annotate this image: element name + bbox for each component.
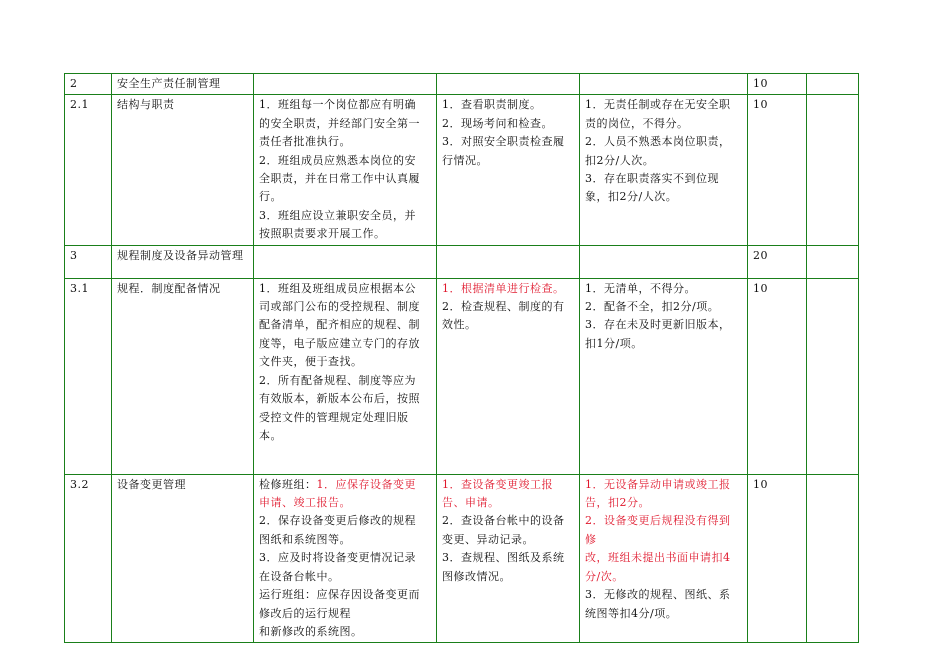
- text-line: 全职责，并在日常工作中认真履: [259, 172, 420, 186]
- actual-score-cell: [807, 278, 859, 474]
- text-line: 变更、异动记录。: [442, 532, 534, 546]
- text-line: 申请、竣工报告。: [259, 496, 351, 510]
- text-line: 司或部门公布的受控规程、制度: [259, 300, 420, 314]
- text-line: 1．无责任制或存在无安全职: [585, 98, 731, 112]
- text-line: 2．所有配备规程、制度等应为: [259, 373, 416, 387]
- requirement-cell: [254, 278, 437, 474]
- item-number-cell: 3.1: [65, 278, 112, 474]
- text-line: 象，扣2分/人次。: [585, 190, 678, 204]
- requirement-cell: [254, 95, 437, 245]
- scoring-criteria-cell: [580, 474, 748, 643]
- text-line: 扣1分/项。: [585, 336, 643, 350]
- text-line: 2．保存设备变更后修改的规程: [259, 514, 416, 528]
- item-name-cell: 规程制度及设备异动管理: [112, 245, 254, 278]
- standard-score-cell: 10: [748, 74, 807, 95]
- text-line: 2．检查规程、制度的有: [442, 300, 565, 314]
- text-line: 效性。: [442, 318, 477, 332]
- text-line: 修: [585, 532, 597, 546]
- check-method-cell: [437, 95, 580, 245]
- text-line: 运行班组：应保存因设备变更而: [259, 588, 420, 602]
- actual-score-cell: [807, 95, 859, 245]
- actual-score-cell: [807, 474, 859, 643]
- text-line: 图修改情况。: [442, 569, 511, 583]
- text-line: 1．无清单，不得分。: [585, 281, 696, 295]
- text-line: 图纸和系统图等。: [259, 532, 351, 546]
- item-name-cell: 结构与职责: [112, 95, 254, 245]
- item-number-cell: 2: [65, 74, 112, 95]
- text-line: 本。: [259, 428, 282, 442]
- text-line: 2．查设备台帐中的设备: [442, 514, 565, 528]
- text-line: 告、申请。: [442, 496, 500, 510]
- table-row: [65, 474, 859, 643]
- requirement-cell: [254, 474, 437, 643]
- requirement-cell: [254, 74, 437, 95]
- text-line: 3．存在职责落实不到位现: [585, 172, 719, 186]
- table-row: [65, 95, 859, 245]
- text-line: 1．查设备变更竣工报: [442, 477, 553, 491]
- text-line: 3．查规程、图纸及系统: [442, 551, 565, 565]
- text-line: 3．无修改的规程、图纸、系: [585, 588, 731, 602]
- item-name-cell: 安全生产责任制管理: [112, 74, 254, 95]
- text-line: 按照职责要求开展工作。: [259, 227, 386, 241]
- text-line: [259, 476, 431, 494]
- text-line: 扣2分/人次。: [585, 153, 655, 167]
- standard-score-cell: 10: [748, 474, 807, 643]
- text-line: 配备清单，配齐相应的规程、制: [259, 318, 420, 332]
- scoring-criteria-cell: [580, 245, 748, 278]
- text-line: 告，扣2分。: [585, 496, 650, 510]
- requirement-cell: [254, 245, 437, 278]
- text-line: 1．班组每一个岗位都应有明确: [259, 98, 416, 112]
- standard-score-cell: 10: [748, 95, 807, 245]
- table-row: [65, 245, 859, 278]
- actual-score-cell: [807, 74, 859, 95]
- text-line: 行。: [259, 190, 282, 204]
- text-line: 3．班组应设立兼职安全员，并: [259, 208, 416, 222]
- table-row: [65, 74, 859, 95]
- item-number-cell: 3.2: [65, 474, 112, 643]
- text-fragment: 检修班组：: [259, 477, 317, 491]
- text-line: 3．对照安全职责检查履: [442, 135, 565, 149]
- text-line: 责任者批准执行。: [259, 135, 351, 149]
- text-line: 度等，电子版应建立专门的存放: [259, 336, 420, 350]
- table-body: [65, 74, 859, 643]
- text-line: 2．人员不熟悉本岗位职责，: [585, 135, 731, 149]
- text-line: 2．配备不全，扣2分/项。: [585, 300, 720, 314]
- text-line: 1．查看职责制度。: [442, 98, 542, 112]
- text-line: 2．现场考问和检查。: [442, 116, 553, 130]
- text-line: 1．无设备异动申请或竣工报: [585, 477, 731, 491]
- table-row: [65, 278, 859, 474]
- scoring-criteria-cell: [580, 74, 748, 95]
- standard-score-cell: 10: [748, 278, 807, 474]
- scoring-criteria-cell: [580, 95, 748, 245]
- text-line: 2．设备变更后规程没有得到: [585, 514, 731, 528]
- text-line: 文件夹，便于查找。: [259, 355, 363, 369]
- item-number-cell: 2.1: [65, 95, 112, 245]
- text-line: 2．班组成员应熟悉本岗位的安: [259, 153, 416, 167]
- text-line: 改，班组未提出书面申请扣4: [585, 551, 731, 565]
- text-line: 1．根据清单进行检查。: [442, 281, 565, 295]
- text-line: 3．应及时将设备变更情况记录: [259, 551, 416, 565]
- check-method-cell: [437, 245, 580, 278]
- item-name-cell: 设备变更管理: [112, 474, 254, 643]
- check-method-cell: [437, 278, 580, 474]
- text-line: 行情况。: [442, 153, 488, 167]
- evaluation-table: [64, 73, 859, 643]
- text-line: 1．班组及班组成员应根据本公: [259, 281, 416, 295]
- text-line: 受控文件的管理规定处理旧版: [259, 410, 409, 424]
- text-line: 分/次。: [585, 569, 624, 583]
- text-line: 在设备台帐中。: [259, 569, 340, 583]
- check-method-cell: [437, 474, 580, 643]
- text-line: 和新修改的系统图。: [259, 624, 363, 638]
- text-fragment: 1．应保存设备变更: [316, 477, 416, 491]
- text-line: 责的岗位，不得分。: [585, 116, 689, 130]
- item-number-cell: 3: [65, 245, 112, 278]
- standard-score-cell: 20: [748, 245, 807, 278]
- text-line: 有效版本，新版本公布后，按照: [259, 392, 420, 406]
- text-line: 3．存在未及时更新旧版本，: [585, 318, 731, 332]
- scoring-criteria-cell: [580, 278, 748, 474]
- item-name-cell: 规程．制度配备情况: [112, 278, 254, 474]
- text-line: 的安全职责，并经部门安全第一: [259, 116, 420, 130]
- text-line: 修改后的运行规程: [259, 606, 351, 620]
- actual-score-cell: [807, 245, 859, 278]
- check-method-cell: [437, 74, 580, 95]
- text-line: 统图等扣4分/项。: [585, 606, 678, 620]
